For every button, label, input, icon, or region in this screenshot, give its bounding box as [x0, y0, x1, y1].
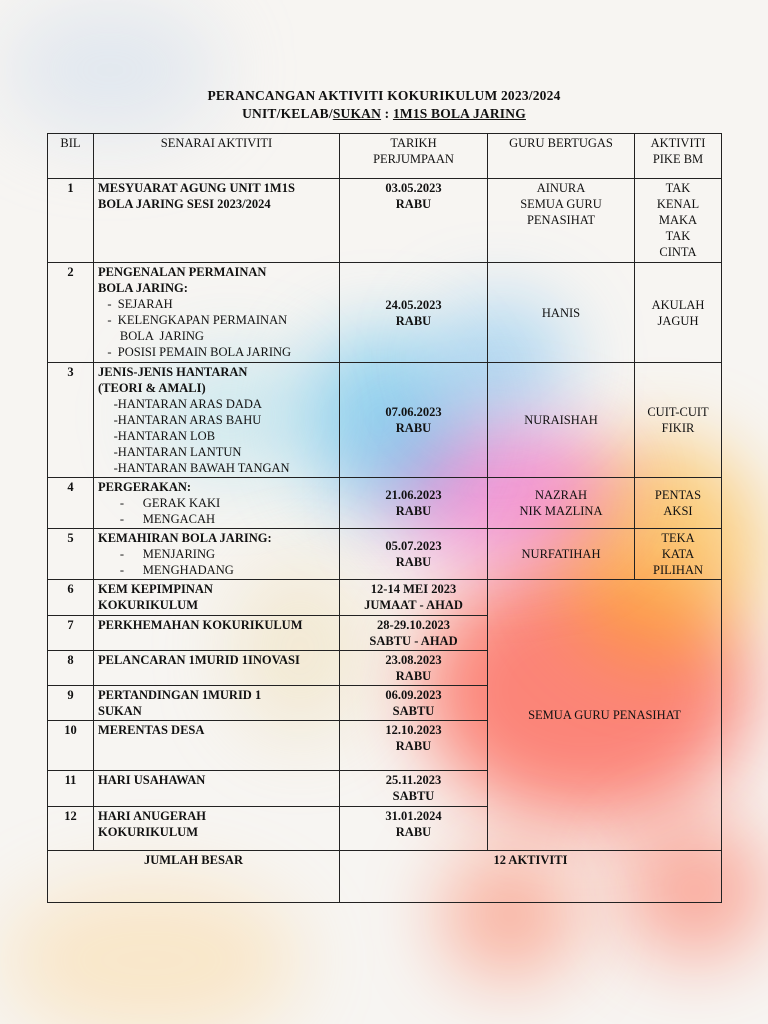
- pike-activity: MAKA: [658, 213, 698, 227]
- activity-cell: [94, 721, 340, 771]
- activity-name: MERENTAS DESA: [98, 723, 205, 737]
- teacher-cell: [488, 363, 635, 478]
- meeting-date: 03.05.2023: [385, 181, 442, 195]
- total-row: [48, 851, 722, 903]
- activity-name: PERGERAKAN:: [98, 480, 192, 494]
- date-cell: [340, 771, 488, 807]
- activity-subitem: - MENJARING: [98, 547, 216, 561]
- activity-cell: [94, 807, 340, 851]
- row-number: 3: [48, 363, 94, 478]
- table-row: [48, 478, 722, 529]
- header-activity: SENARAI AKTIVITI: [94, 134, 340, 179]
- pike-cell: [635, 529, 722, 580]
- date-cell: [340, 616, 488, 651]
- activity-subitems: [98, 495, 335, 527]
- activity-cell: [94, 580, 340, 616]
- document-subtitle: UNIT/KELAB/SUKAN : 1M1S BOLA JARING: [242, 106, 526, 121]
- date-cell: [340, 478, 488, 529]
- meeting-date: SABTU: [392, 789, 435, 803]
- pike-activity: CUIT-CUIT: [647, 405, 709, 419]
- meeting-date: RABU: [395, 313, 432, 328]
- meeting-date: 31.01.2024: [385, 809, 442, 823]
- meeting-date: RABU: [395, 197, 432, 211]
- activity-subitem: -HANTARAN ARAS BAHU: [98, 413, 262, 427]
- teacher-cell: [488, 529, 635, 580]
- date-cell: [340, 721, 488, 771]
- activity-name: PERKHEMAHAN KOKURIKULUM: [98, 618, 303, 632]
- pike-cell: [635, 363, 722, 478]
- activity-subitem: -HANTARAN BAWAH TANGAN: [98, 461, 290, 475]
- total-label: JUMLAH BESAR: [48, 851, 340, 903]
- activity-subitem: - MENGHADANG: [98, 563, 234, 577]
- header-teacher: GURU BERTUGAS: [488, 134, 635, 179]
- date-cell: [340, 651, 488, 686]
- pike-activity: PILIHAN: [653, 563, 703, 577]
- activity-subitems: [98, 546, 335, 578]
- date-cell: [340, 807, 488, 851]
- activity-cell: [94, 651, 340, 686]
- pike-activity: TEKA: [661, 531, 695, 545]
- pike-activity: FIKIR: [661, 421, 695, 435]
- row-number: 5: [48, 529, 94, 580]
- table-row: [48, 529, 722, 580]
- activity-subitem: -HANTARAN LOB: [98, 429, 216, 443]
- pike-activity: AKSI: [663, 504, 693, 518]
- activity-cell: [94, 263, 340, 363]
- row-number: 11: [48, 771, 94, 807]
- activity-name: BOLA JARING:: [98, 281, 188, 295]
- activity-name: KOKURIKULUM: [98, 825, 198, 839]
- pike-activity: JAGUH: [657, 313, 699, 328]
- row-number: 9: [48, 686, 94, 721]
- teacher-name: NAZRAH: [534, 488, 588, 502]
- activity-name: MESYUARAT AGUNG UNIT 1M1S: [98, 181, 295, 195]
- activity-cell: [94, 616, 340, 651]
- meeting-date: RABU: [395, 669, 432, 683]
- activity-name: PERTANDINGAN 1MURID 1: [98, 688, 262, 702]
- activity-subitem: - POSISI PEMAIN BOLA JARING: [98, 345, 292, 359]
- meeting-date: SABTU - AHAD: [369, 634, 458, 648]
- row-number: 10: [48, 721, 94, 771]
- table-header-row: [48, 134, 722, 179]
- meeting-date: 21.06.2023: [385, 488, 442, 502]
- teacher-name: NIK MAZLINA: [519, 504, 603, 518]
- merged-teacher-cell: SEMUA GURU PENASIHAT: [488, 580, 722, 851]
- table-row: [48, 179, 722, 263]
- activity-name: HARI ANUGERAH: [98, 809, 206, 823]
- header-date: TARIKH PERJUMPAAN: [340, 134, 488, 179]
- row-number: 8: [48, 651, 94, 686]
- activity-cell: [94, 363, 340, 478]
- activity-name: KOKURIKULUM: [98, 598, 198, 612]
- meeting-date: RABU: [395, 825, 432, 839]
- activity-cell: [94, 179, 340, 263]
- date-cell: [340, 363, 488, 478]
- pike-cell: [635, 263, 722, 363]
- header-bil: BIL: [48, 134, 94, 179]
- date-cell: [340, 263, 488, 363]
- meeting-date: 24.05.2023: [385, 297, 442, 312]
- header-pike: AKTIVITI PIKE BM: [635, 134, 722, 179]
- meeting-date: RABU: [395, 504, 432, 518]
- row-number: 1: [48, 179, 94, 263]
- meeting-date: SABTU: [392, 704, 435, 718]
- activity-subitem: - MENGACAH: [98, 512, 216, 526]
- meeting-date: 05.07.2023: [385, 539, 442, 553]
- activity-cell: [94, 771, 340, 807]
- activity-name: PELANCARAN 1MURID 1INOVASI: [98, 653, 300, 667]
- activity-name: KEM KEPIMPINAN: [98, 582, 213, 596]
- date-cell: [340, 179, 488, 263]
- table-row: [48, 363, 722, 478]
- document-title: PERANCANGAN AKTIVITI KOKURIKULUM 2023/2024: [207, 88, 561, 103]
- activity-subitems: [98, 296, 335, 360]
- meeting-date: 23.08.2023: [385, 653, 442, 667]
- activity-name: PENGENALAN PERMAINAN: [98, 265, 267, 279]
- teacher-name: AINURA: [536, 181, 586, 195]
- activity-subitem: -HANTARAN ARAS DADA: [98, 397, 262, 411]
- pike-activity: TAK: [665, 229, 691, 243]
- teacher-cell: [488, 179, 635, 263]
- activity-table: [47, 133, 722, 903]
- teacher-name: HANIS: [541, 305, 581, 320]
- teacher-cell: [488, 263, 635, 363]
- meeting-date: RABU: [395, 555, 432, 569]
- teacher-name: NURAISHAH: [524, 413, 598, 427]
- meeting-date: JUMAAT - AHAD: [364, 598, 463, 612]
- row-number: 12: [48, 807, 94, 851]
- pike-cell: [635, 179, 722, 263]
- table-row: [48, 580, 722, 616]
- activity-name: KEMAHIRAN BOLA JARING:: [98, 531, 272, 545]
- pike-activity: KATA: [661, 547, 695, 561]
- meeting-date: 12-14 MEI 2023: [370, 582, 457, 596]
- teacher-name: NURFATIHAH: [521, 547, 601, 561]
- date-cell: [340, 580, 488, 616]
- meeting-date: 25.11.2023: [385, 773, 442, 787]
- pike-cell: [635, 478, 722, 529]
- meeting-date: 07.06.2023: [385, 405, 442, 419]
- activity-subitem: - KELENGKAPAN PERMAINAN: [98, 313, 288, 327]
- teacher-name: SEMUA GURU: [520, 197, 602, 211]
- meeting-date: 28-29.10.2023: [377, 618, 450, 632]
- pike-activity: CINTA: [659, 245, 697, 259]
- activity-name: (TEORI & AMALI): [98, 381, 206, 395]
- date-cell: [340, 529, 488, 580]
- total-value: 12 AKTIVITI: [340, 851, 722, 903]
- activity-subitem: BOLA JARING: [98, 329, 204, 343]
- pike-activity: AKULAH: [651, 297, 705, 312]
- activity-cell: [94, 529, 340, 580]
- activity-subitem: - GERAK KAKI: [98, 496, 221, 510]
- activity-name: HARI USAHAWAN: [98, 773, 206, 787]
- activity-name: BOLA JARING SESI 2023/2024: [98, 197, 271, 211]
- activity-subitem: -HANTARAN LANTUN: [98, 445, 242, 459]
- date-cell: [340, 686, 488, 721]
- table-row: [48, 263, 722, 363]
- activity-name: SUKAN: [98, 704, 142, 718]
- teacher-cell: [488, 478, 635, 529]
- activity-subitems: [98, 396, 335, 476]
- row-number: 6: [48, 580, 94, 616]
- meeting-date: RABU: [395, 421, 432, 435]
- activity-cell: [94, 686, 340, 721]
- teacher-name: PENASIHAT: [526, 213, 596, 227]
- pike-activity: PENTAS: [654, 488, 702, 502]
- meeting-date: 12.10.2023: [385, 723, 442, 737]
- pike-activity: TAK: [665, 181, 691, 195]
- meeting-date: RABU: [395, 739, 432, 753]
- activity-subitem: - SEJARAH: [98, 297, 173, 311]
- row-number: 4: [48, 478, 94, 529]
- activity-cell: [94, 478, 340, 529]
- pike-activity: KENAL: [656, 197, 700, 211]
- row-number: 2: [48, 263, 94, 363]
- meeting-date: 06.09.2023: [385, 688, 442, 702]
- activity-name: JENIS-JENIS HANTARAN: [98, 365, 248, 379]
- row-number: 7: [48, 616, 94, 651]
